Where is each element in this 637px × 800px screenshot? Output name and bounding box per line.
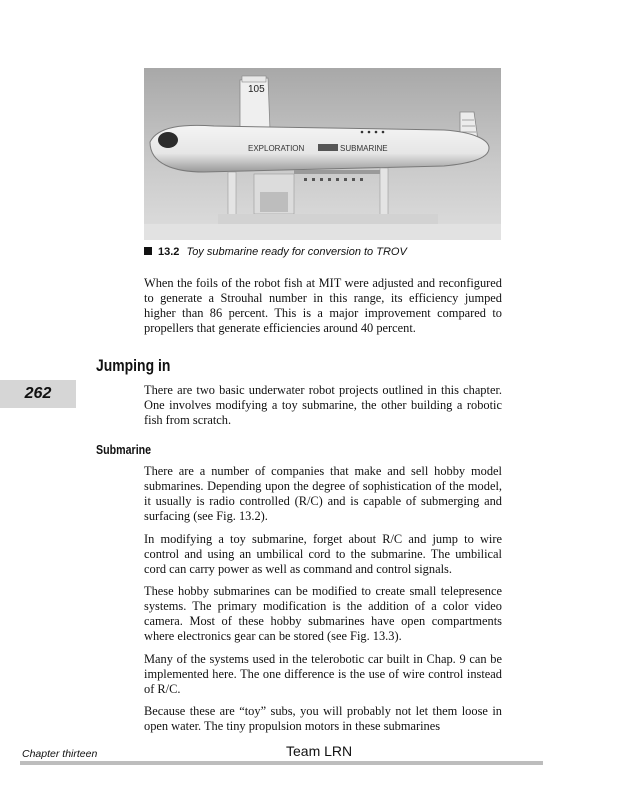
figure-caption — [144, 246, 407, 258]
paragraph-telepresence: These hobby submarines can be modified to create small telepresence systems. The primary modification is the addition of a color video camera. Most of these hobby submarines have open compartments where electronics gear can be stored (see Fig. 13.3). — [144, 584, 502, 643]
paragraph-wire-control: In modifying a toy submarine, forget about R/C and jump to wire control and using an umbilical cord to the submarine. The umbilical cord can carry power as well as command and control signals. — [144, 532, 502, 576]
page-number: 262 — [24, 385, 52, 402]
hull-label-left: EXPLORATION — [248, 144, 305, 153]
caption-text: Toy submarine ready for conversion to TROV — [186, 246, 407, 258]
footer-rule — [20, 761, 543, 765]
submarine-illustration — [144, 68, 501, 240]
caption-bullet-icon — [144, 247, 152, 255]
section-heading: Jumping in — [96, 356, 171, 375]
page-number-tab — [0, 380, 76, 408]
paragraph-intro: There are two basic underwater robot projects outlined in this chapter. One involves modifying a toy submarine, the other building a robotic fish from scratch. — [144, 383, 502, 427]
paragraph-strouhal: When the foils of the robot fish at MIT were adjusted and reconfigured to generate a Strouhal number in this range, its efficiency jumped higher than 86 percent. This is a major improvement compared to propellers that generate efficiencies around 40 percent. — [144, 276, 502, 335]
paragraph-toy-subs: Because these are “toy” subs, you will probably not let them loose in open water. The tiny propulsion motors in these submarines — [144, 704, 502, 733]
submarine-photo — [144, 68, 501, 240]
paragraph-telerobotic: Many of the systems used in the telerobotic car built in Chap. 9 can be implemented here. The one difference is the use of wire control instead of R/C. — [144, 652, 502, 696]
caption-number: 13.2 — [158, 246, 180, 258]
footer-chapter: Chapter thirteen — [22, 748, 98, 760]
tower-number: 105 — [248, 84, 265, 95]
footer-credit: Team LRN — [286, 743, 353, 759]
hull-label-right: SUBMARINE — [340, 144, 388, 153]
subsection-heading: Submarine — [96, 442, 152, 457]
paragraph-hobby-subs: There are a number of companies that make and sell hobby model submarines. Depending upon the degree of sophistication of the model, it usually is radio controlled (R/C) and is capable of submerging and surfacing (see Fig. 13.2). — [144, 464, 502, 523]
